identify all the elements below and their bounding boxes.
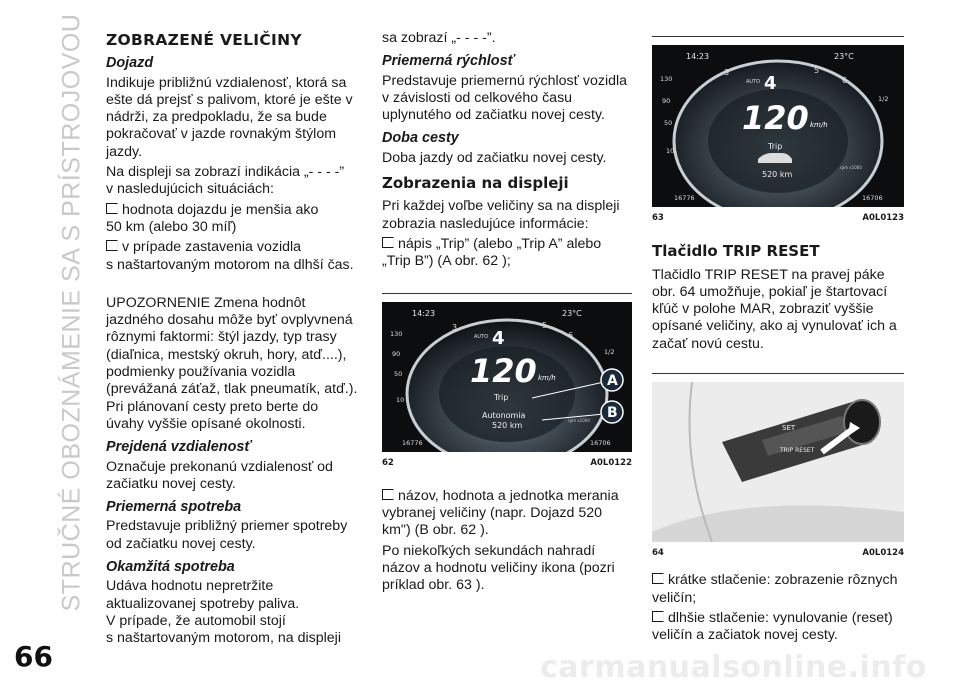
paragraph: Po niekoľkých sekundách nahradí názov a hodnotu veličiny ikona (pozri príklad obr. 63 ). <box>382 542 615 594</box>
svg-text:10: 10 <box>396 395 405 404</box>
svg-text:rpm x1000: rpm x1000 <box>840 165 862 170</box>
svg-text:6: 6 <box>842 76 848 85</box>
bullet-icon <box>652 611 664 622</box>
speed-value: 120 <box>470 351 537 390</box>
svg-text:16706: 16706 <box>590 438 611 447</box>
svg-text:TRIP RESET: TRIP RESET <box>780 447 815 455</box>
column-3 <box>652 30 904 648</box>
trip-label: Trip <box>494 392 509 402</box>
svg-text:A: A <box>607 372 618 389</box>
trip-reset-button[interactable] <box>844 400 880 444</box>
gear-indicator: 4 <box>492 327 505 349</box>
paragraph: Tlačidlo TRIP RESET na pravej páke obr. 64 umožňuje, pokiaľ je štartovací kľúč v polohe MAR, zobraziť vyššie opísané veličiny, ako aj vynulovať ich a začať novú cestu. <box>652 266 897 352</box>
clock: 14:23 <box>412 308 436 318</box>
bullet-icon <box>106 240 118 251</box>
column-2 <box>382 30 632 598</box>
sidebar-section-title: STRUČNÉ OBOZNÁMENIE SA S PRÍSTROJOVOU <box>57 13 86 611</box>
svg-text:B: B <box>607 404 618 421</box>
section-heading: Tlačidlo TRIP RESET <box>652 242 820 261</box>
svg-text:km/h: km/h <box>810 121 828 129</box>
cluster-image-62 <box>382 302 632 452</box>
figure-caption: 62 A0L0122 <box>382 457 632 468</box>
bullet-item: krátke stlačenie: zobrazenie rôznych veličín; <box>652 572 898 606</box>
subheading-speed: Priemerná rýchlosť <box>382 53 515 70</box>
watermark: carmanualsonline.info <box>540 650 927 685</box>
svg-text:6: 6 <box>568 330 574 340</box>
bullet-item: hodnota dojazdu je menšia ako 50 km (alebo 30 míľ) <box>106 201 319 235</box>
svg-text:50: 50 <box>664 119 673 127</box>
subheading-distance: Prejdená vzdialenosť <box>106 439 252 456</box>
bullet-item: nápis „Trip” (alebo „Trip A” alebo „Trip B”) (A obr. 62 ); <box>382 235 602 270</box>
svg-text:16776: 16776 <box>402 438 423 447</box>
bullet-item: dlhšie stlačenie: vynulovanie (reset) veličín a začiatok novej cesty. <box>652 609 893 644</box>
svg-text:SET: SET <box>782 424 796 433</box>
subheading-consumption: Priemerná spotreba <box>106 499 242 516</box>
svg-text:130: 130 <box>660 75 673 83</box>
subheading-dojazd: Dojazd <box>106 55 154 72</box>
lever-image-64 <box>652 382 904 542</box>
svg-text:3: 3 <box>452 322 458 332</box>
svg-text:AUTO: AUTO <box>474 333 489 340</box>
section-heading: Zobrazenia na displeji <box>382 174 569 193</box>
bullet-item: názov, hodnota a jednotka merania vybranej veličiny (napr. Dojazd 520 km") (B obr. 62 ). <box>382 487 619 539</box>
section-heading: ZOBRAZENÉ VELIČINY <box>106 31 302 49</box>
subheading-time: Doba cesty <box>382 130 459 147</box>
svg-text:16776: 16776 <box>674 194 695 202</box>
svg-text:5: 5 <box>814 66 820 75</box>
paragraph: Predstavuje priemernú rýchlosť vozidla v závislosti od celkového času uplynutého od začiatku novej cesty. <box>382 72 628 124</box>
bullet-icon <box>382 489 394 500</box>
svg-text:14:23: 14:23 <box>686 52 710 61</box>
svg-text:4: 4 <box>764 73 777 94</box>
warning-paragraph: UPOZORNENIE Zmena hodnôt jazdného dosahu môže byť ovplyvnená rôznymi faktormi: štýl jazdy, typ trasy (diaľnica, mestský okruh, hory, atď....), podmienky používania vozidla (prevážaná záťaž, tlak pneumatík, atď.). Pri plánovaní cesty preto berte do úvahy vyššie opísané okolnosti. <box>106 294 358 432</box>
figure-63 <box>652 36 904 227</box>
svg-text:1/2: 1/2 <box>604 347 615 356</box>
svg-text:90: 90 <box>662 97 671 105</box>
svg-text:5: 5 <box>542 320 548 330</box>
svg-text:1/2: 1/2 <box>878 95 889 103</box>
paragraph: sa zobrazí „- - - -”. <box>382 30 496 46</box>
svg-text:50: 50 <box>394 369 403 378</box>
paragraph: Pri každej voľbe veličiny sa na displeji zobrazia nasledujúce informácie: <box>382 198 620 232</box>
paragraph: Udáva hodnotu nepretržite aktualizovanej spotreby paliva. V prípade, že automobil stojí s naštartovaným motorom, na displeji <box>106 578 341 647</box>
svg-text:rpm x1000: rpm x1000 <box>568 417 590 423</box>
svg-text:16706: 16706 <box>862 194 883 202</box>
svg-text:10: 10 <box>666 147 675 155</box>
svg-text:km/h: km/h <box>538 373 556 382</box>
figure-caption: 63 A0L0123 <box>652 213 904 223</box>
paragraph: Označuje prekonanú vzdialenosť od začiatku novej cesty. <box>106 458 333 492</box>
subheading-instant: Okamžitá spotreba <box>106 559 235 576</box>
svg-text:23°C: 23°C <box>834 52 854 61</box>
cluster-image-63 <box>652 45 904 207</box>
paragraph: Na displeji sa zobrazí indikácia „- - - -” v nasledujúcich situáciách: <box>106 164 345 198</box>
temperature: 23°C <box>562 308 582 318</box>
paragraph: Predstavuje približný priemer spotreby od začiatku novej cesty. <box>106 518 348 552</box>
bullet-icon <box>652 573 664 584</box>
item-name: Autonomia <box>482 410 526 420</box>
paragraph: Doba jazdy od začiatku novej cesty. <box>382 149 607 166</box>
column-1 <box>106 30 358 651</box>
svg-text:90: 90 <box>392 349 401 358</box>
figure-64 <box>652 373 904 562</box>
item-value: 520 km <box>492 420 523 430</box>
bullet-item: v prípade zastavenia vozidla s naštartovaným motorom na dlhší čas. <box>106 239 354 273</box>
bullet-icon <box>382 237 394 248</box>
svg-text:Trip: Trip <box>768 142 783 151</box>
svg-text:120: 120 <box>742 99 809 137</box>
paragraph: Indikuje približnú vzdialenosť, ktorá sa ešte dá prejsť s palivom, ktoré je ešte v nádrži, za predpokladu, že sa bude pokračovať v jazde rovnakým štýlom jazdy. <box>106 74 353 160</box>
page-number: 66 <box>14 640 53 673</box>
svg-text:AUTO: AUTO <box>746 79 761 85</box>
svg-text:520 km: 520 km <box>762 170 793 179</box>
svg-text:3: 3 <box>724 68 730 77</box>
figure-62 <box>382 293 632 472</box>
svg-text:130: 130 <box>390 329 403 338</box>
figure-caption: 64 A0L0124 <box>652 548 904 559</box>
bullet-icon <box>106 203 118 214</box>
